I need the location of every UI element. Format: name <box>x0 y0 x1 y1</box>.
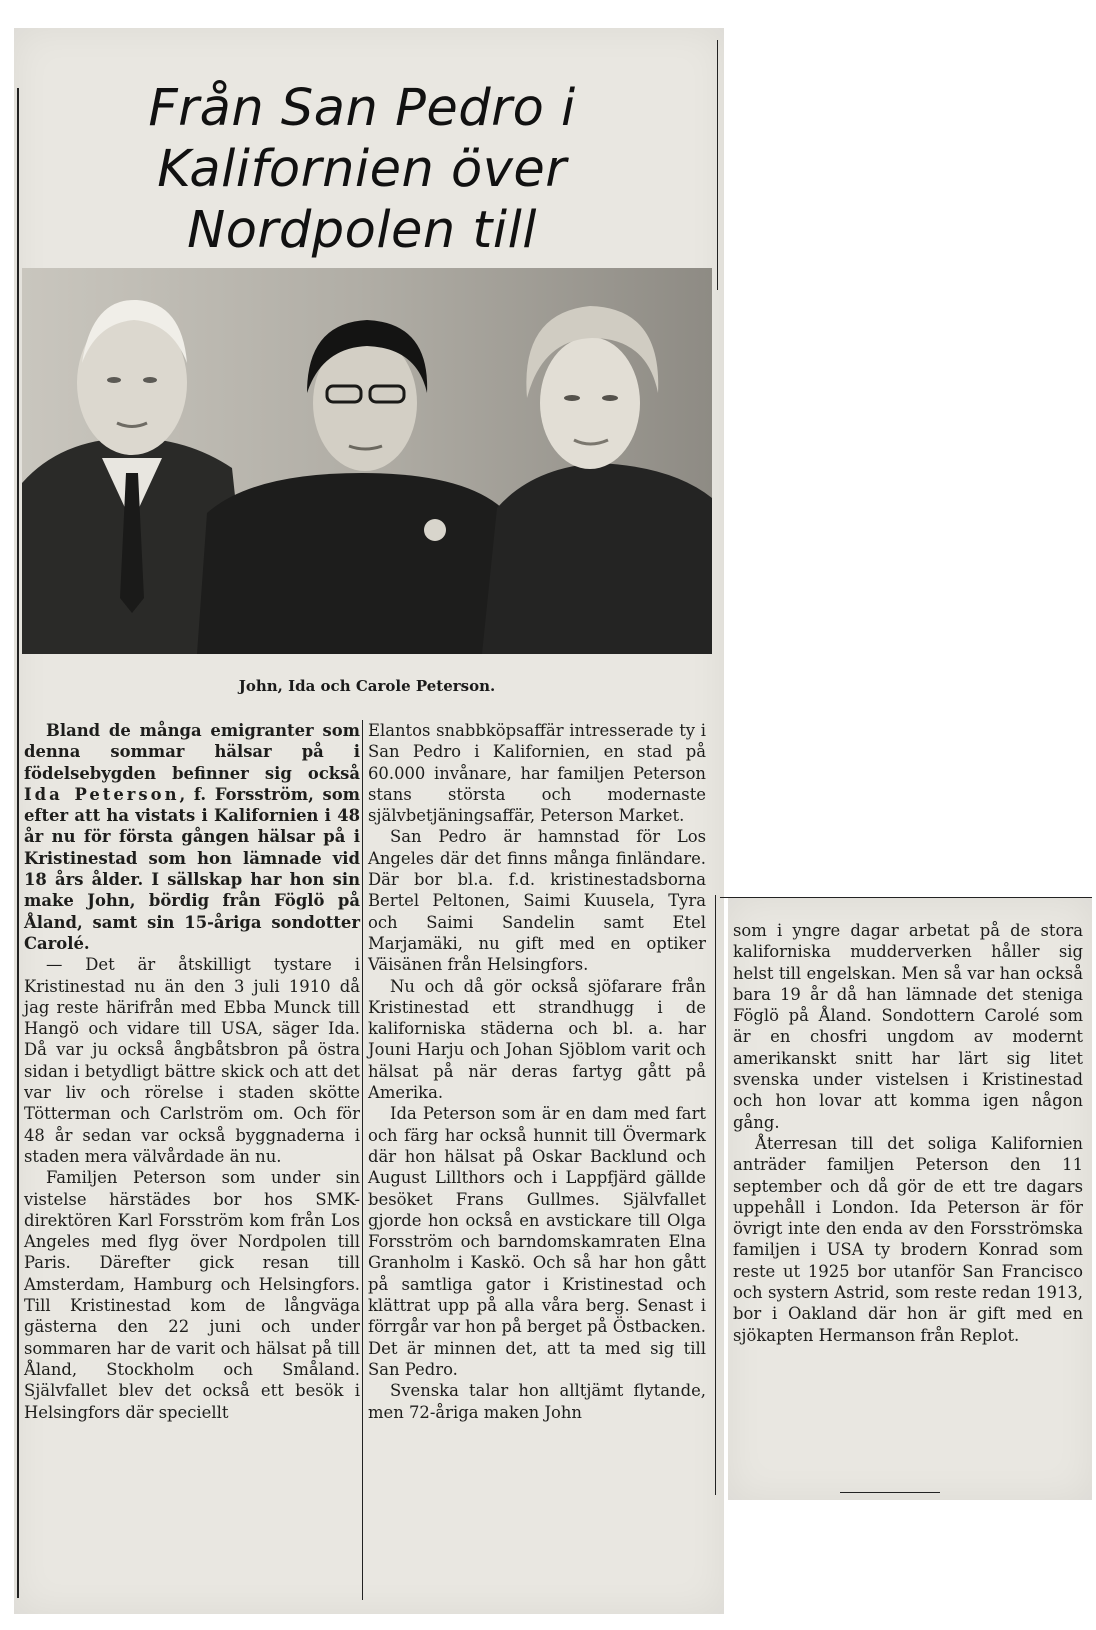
right-column-rule <box>715 895 716 1495</box>
body-paragraph: Familjen Peterson som under sin vistelse härstädes bor hos SMK-direktören Karl Forsström kom från Los Angeles med flyg över Nordpolen till Paris. Därefter gick resan till Amsterdam, Hamburg och Helsingfors. Till Kristinestad kom de långväga gästerna den 22 juni och under sommaren har de varit och hälsat på till Åland, Stockholm och Småland. Självfallet blev det också ett besök i Helsingfors där speciellt <box>24 1168 360 1422</box>
continuation-top-rule <box>720 897 1092 898</box>
end-rule <box>840 1492 940 1493</box>
body-paragraph: Elantos snabbköpsaffär intresserade ty i San Pedro i Kalifornien, en stad på 60.000 invånare, har familjen Peterson stans största och modernaste självbetjäningsaffär, Peterson Market. <box>368 721 706 826</box>
article-column-2 <box>368 720 706 1423</box>
photo-caption: John, Ida och Carole Peterson. <box>238 677 496 695</box>
body-paragraph: Nu och då gör också sjöfarare från Kristinestad ett strandhugg i de kaliforniska städerna och bl. a. har Jouni Harju och Johan Sjöblom varit och hälsat på när deras fartyg gått på Amerika. <box>368 976 706 1103</box>
article-column-1 <box>24 720 360 1423</box>
body-paragraph: Återresan till det soliga Kalifornien anträder familjen Peterson den 11 september och då gör de ett tre dagars uppehåll i London. Ida Peterson är för övrigt inte den enda av den Forsströmska familjen i USA ty brodern Konrad som reste ut 1925 bor utanför San Francisco och systern Astrid, som reste redan 1913, bor i Oakland där hon är gift med en sjökapten Hermanson från Replot. <box>733 1133 1083 1345</box>
article-column-3 <box>733 920 1083 1346</box>
body-paragraph: — Det är åtskilligt tystare i Kristinestad nu än den 3 juli 1910 då jag reste härifrån med Ebba Munck till Hangö och vidare till USA, säger Ida. Då var ju också ångbåtsbron på östra sidan i betydligt bättre skick och att det var liv och rörelse i staden skötte Tötterman och Carlström om. Och för 48 år sedan var också byggnaderna i staden mera välvårdade än nu. <box>24 955 360 1166</box>
headline: Från San Pedro i Kalifornien över Nordpolen till <box>148 79 576 260</box>
body-paragraph: Ida Peterson som är en dam med fart och färg har också hunnit till Övermark där hon hälsat på Oskar Backlund och August Lillthors och i Lappfjärd gällde besöket Frans Gullmes. Självfallet gjorde hon också en avstickare till Olga Forsström och barndomskamraten Elna Granholm i Kaskö. Och så har hon gått på samtliga gator i Kristinestad och klättrat upp på alla våra berg. Senast i förrgår var hon på berget på Östbacken. Det är minnen det, att ta med sig till San Pedro. <box>368 1104 706 1379</box>
portrait-photo <box>22 268 712 654</box>
body-paragraph: Svenska talar hon alltjämt flytande, men 72-åriga maken John <box>368 1381 706 1422</box>
lead-name: Ida Peterson <box>24 784 180 804</box>
lead-text-end: , f. Forsström, som efter att ha vistats i Kalifornien i 48 år nu för första gången hälsar på i Kristinestad som hon lämnade vid 18 års ålder. I sällskap har hon sin make John, bördig från Föglö på Åland, samt sin 15-åriga sondotter Carolé. <box>24 784 360 953</box>
headline-right-rule <box>717 40 718 290</box>
lead-text-start: Bland de många emigranter som denna sommar hälsar på i födelsebygden befinner sig också <box>24 721 360 783</box>
lead-paragraph <box>24 720 360 954</box>
body-paragraph: som i yngre dagar arbetat på de stora kaliforniska mudderverken håller sig helst till engelskan. Men så var han också bara 19 år då han lämnade det steniga Föglö på Åland. Sondottern Carolé som är en chosfri ungdom av modernt amerikanskt snitt har lärt sig litet svenska under vistelsen i Kristinestad och hon lovar att komma igen någon gång. <box>733 921 1083 1132</box>
center-column-rule <box>362 720 363 1600</box>
body-paragraph: San Pedro är hamnstad för Los Angeles där det finns många finländare. Där bor bl.a. f.d. kristinestadsborna Bertel Peltonen, Saimi Kuusela, Tyra och Saimi Sandelin samt Etel Marjamäki, nu gift med en optiker Väisänen från Helsingfors. <box>368 827 706 975</box>
left-column-rule <box>17 88 19 1598</box>
